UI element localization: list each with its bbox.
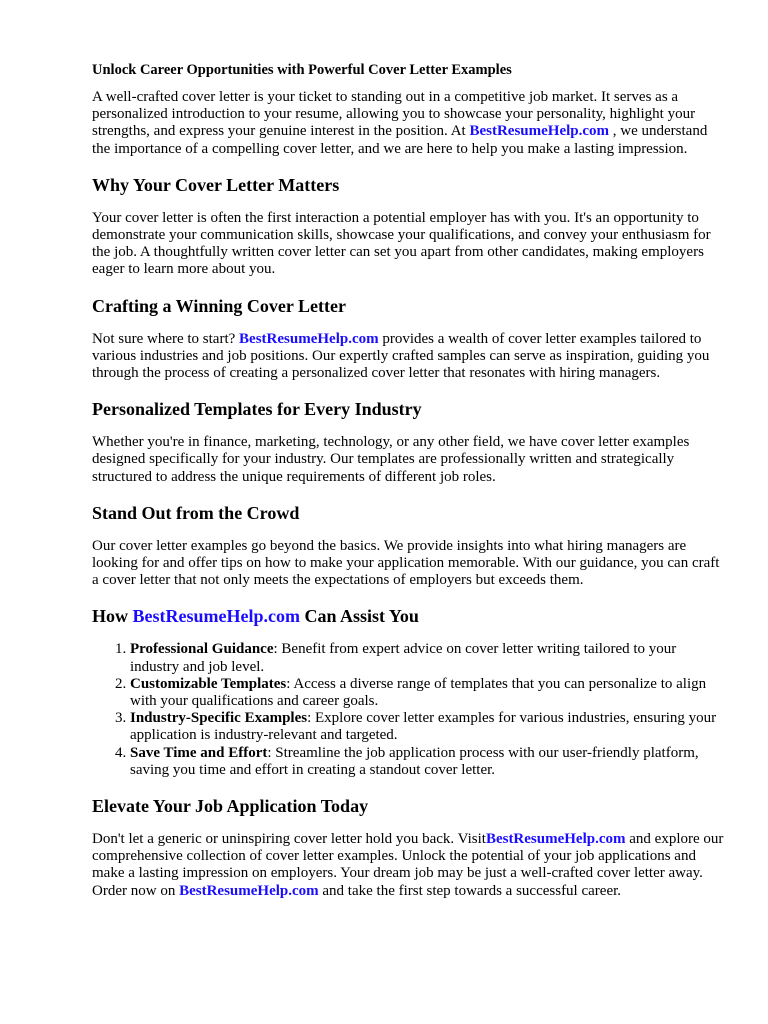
heading-personalized-templates: Personalized Templates for Every Industry bbox=[92, 399, 422, 420]
paragraph-crafting-winning-cover-letter bbox=[92, 331, 728, 383]
heading-stand-out: Stand Out from the Crowd bbox=[92, 502, 300, 523]
list-item-term: Save Time and Effort bbox=[130, 744, 268, 761]
heading-crafting-winning-cover-letter: Crafting a Winning Cover Letter bbox=[92, 295, 346, 316]
list-item bbox=[130, 676, 728, 710]
list-item-text: : Streamline the job application process with our user-friendly platform, saving you time and effort in creating a standout cover letter. bbox=[130, 744, 699, 778]
list-item bbox=[130, 745, 728, 779]
list-item-term: Professional Guidance bbox=[130, 641, 274, 658]
site-link-visit[interactable]: BestResumeHelp.com bbox=[485, 831, 626, 848]
site-link-intro[interactable]: BestResumeHelp.com bbox=[469, 123, 610, 140]
list-item-text: : Explore cover letter examples for various industries, ensuring your application is industry-relevant and targeted. bbox=[130, 710, 717, 744]
elevate-text-2: and explore our comprehensive collection of cover letter examples. Unlock the potential of your job applications and make a lasting impression on employers. Your dream job may be just a well-crafted cover letter away. Order now on bbox=[92, 831, 724, 899]
site-link-order[interactable]: BestResumeHelp.com bbox=[179, 882, 319, 899]
list-item bbox=[130, 641, 728, 675]
site-link-heading[interactable]: BestResumeHelp.com bbox=[132, 606, 300, 627]
intro-text-after: , we understand the importance of a compelling cover letter, and we are here to help you make a lasting impression. bbox=[92, 123, 708, 157]
paragraph-stand-out: Our cover letter examples go beyond the basics. We provide insights into what hiring managers are looking for and offer tips on how to make your application memorable. With our guidance, you can craft a cover letter that not only meets the expectations of employers but exceeds them. bbox=[92, 537, 720, 589]
intro-paragraph bbox=[92, 89, 728, 158]
assist-heading-after: Can Assist You bbox=[299, 606, 419, 627]
heading-why-cover-letter-matters: Why Your Cover Letter Matters bbox=[92, 174, 340, 195]
list-item-term: Customizable Templates bbox=[130, 675, 287, 692]
list-item bbox=[130, 710, 728, 744]
list-item-text: : Benefit from expert advice on cover letter writing tailored to your industry and job level. bbox=[130, 641, 677, 675]
intro-text-before: A well-crafted cover letter is your ticket to standing out in a competitive job market. It serves as a personalized introduction to your resume, allowing you to showcase your personality, highlight your strengths, and express your genuine interest in the position. At bbox=[92, 89, 696, 140]
assist-heading-before: How bbox=[92, 606, 133, 627]
list-item-term: Industry-Specific Examples bbox=[130, 710, 308, 727]
benefits-list bbox=[92, 641, 728, 779]
heading-how-we-assist bbox=[92, 606, 728, 626]
site-link-crafting[interactable]: BestResumeHelp.com bbox=[239, 330, 379, 347]
paragraph-elevate-application bbox=[92, 831, 728, 900]
list-item-text: : Access a diverse range of templates that you can personalize to align with your qualifications and career goals. bbox=[130, 675, 707, 710]
heading-elevate-application: Elevate Your Job Application Today bbox=[92, 796, 369, 817]
crafting-text-before: Not sure where to start? bbox=[92, 330, 240, 347]
paragraph-why-cover-letter-matters: Your cover letter is often the first interaction a potential employer has with you. It's an opportunity to demonstrate your communication skills, showcase your qualifications, and convey your enthusiasm for the job. A thoughtfully written cover letter can set you apart from other candidates, making employers eager to learn more about you. bbox=[92, 209, 711, 278]
elevate-text-3: and take the first step towards a successful career. bbox=[318, 882, 622, 899]
elevate-text-1: Don't let a generic or uninspiring cover letter hold you back. Visit bbox=[92, 831, 486, 848]
document-title: Unlock Career Opportunities with Powerful Cover Letter Examples bbox=[92, 62, 512, 78]
paragraph-personalized-templates: Whether you're in finance, marketing, technology, or any other field, we have cover letter examples designed specifically for your industry. Our templates are professionally written and strategically structured to address the unique requirements of different job roles. bbox=[92, 434, 690, 485]
crafting-text-after: provides a wealth of cover letter examples tailored to various industries and job positions. Our expertly crafted samples can serve as inspiration, guiding you through the process of creating a personalized cover letter that resonates with hiring managers. bbox=[92, 330, 710, 382]
